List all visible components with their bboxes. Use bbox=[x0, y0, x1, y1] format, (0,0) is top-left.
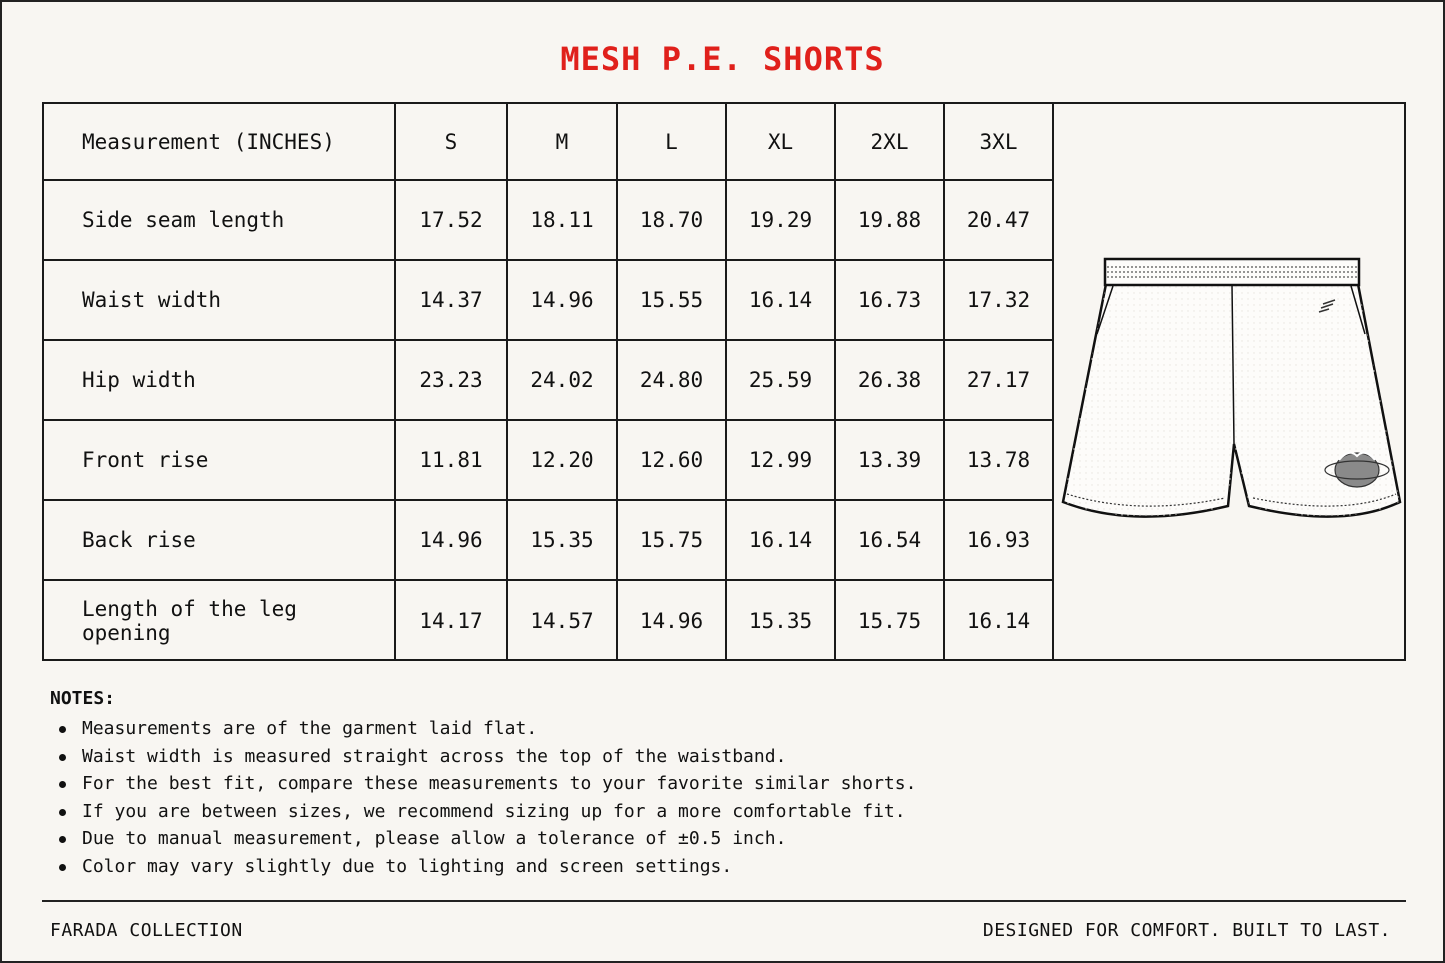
notes-list bbox=[50, 715, 916, 881]
table-row bbox=[44, 420, 1053, 500]
table-header-row bbox=[44, 104, 1053, 180]
measurement-value: 16.14 bbox=[944, 580, 1053, 660]
measurement-value: 11.81 bbox=[395, 420, 507, 500]
notes-section bbox=[50, 688, 916, 881]
note-item: Due to manual measurement, please allow a tolerance of ±0.5 inch. bbox=[50, 825, 916, 853]
measurement-value: 14.96 bbox=[507, 260, 617, 340]
measurement-value: 18.11 bbox=[507, 180, 617, 260]
size-header: M bbox=[507, 104, 617, 180]
measurement-value: 19.29 bbox=[726, 180, 835, 260]
measurement-value: 16.73 bbox=[835, 260, 944, 340]
measurement-value: 13.39 bbox=[835, 420, 944, 500]
shorts-illustration-icon bbox=[1053, 104, 1406, 659]
note-item: If you are between sizes, we recommend sizing up for a more comfortable fit. bbox=[50, 798, 916, 826]
measurement-value: 15.35 bbox=[507, 500, 617, 580]
measurement-value: 15.55 bbox=[617, 260, 726, 340]
measurement-value: 12.99 bbox=[726, 420, 835, 500]
measurement-value: 16.54 bbox=[835, 500, 944, 580]
measurement-label: Back rise bbox=[44, 500, 395, 580]
measurement-label: Hip width bbox=[44, 340, 395, 420]
size-header: XL bbox=[726, 104, 835, 180]
size-table-body bbox=[44, 104, 1053, 660]
table-row bbox=[44, 180, 1053, 260]
measurement-value: 15.35 bbox=[726, 580, 835, 660]
measurement-value: 14.57 bbox=[507, 580, 617, 660]
measurement-value: 17.52 bbox=[395, 180, 507, 260]
note-item: Waist width is measured straight across the top of the waistband. bbox=[50, 743, 916, 771]
size-chart-frame bbox=[42, 102, 1406, 661]
measurement-value: 20.47 bbox=[944, 180, 1053, 260]
measurement-value: 18.70 bbox=[617, 180, 726, 260]
measurement-value: 12.20 bbox=[507, 420, 617, 500]
footer-brand: FARADA COLLECTION bbox=[50, 920, 243, 941]
size-header: 2XL bbox=[835, 104, 944, 180]
measurement-value: 27.17 bbox=[944, 340, 1053, 420]
measurement-value: 14.96 bbox=[617, 580, 726, 660]
table-row bbox=[44, 260, 1053, 340]
measurement-value: 16.93 bbox=[944, 500, 1053, 580]
measurement-header: Measurement (INCHES) bbox=[44, 104, 395, 180]
measurement-value: 12.60 bbox=[617, 420, 726, 500]
size-header: S bbox=[395, 104, 507, 180]
measurement-label: Length of the leg opening bbox=[44, 580, 395, 660]
measurement-value: 15.75 bbox=[835, 580, 944, 660]
footer-divider bbox=[42, 900, 1406, 902]
note-item: Measurements are of the garment laid flat. bbox=[50, 715, 916, 743]
measurement-value: 17.32 bbox=[944, 260, 1053, 340]
measurement-value: 16.14 bbox=[726, 260, 835, 340]
table-row bbox=[44, 580, 1053, 660]
note-item: Color may vary slightly due to lighting and screen settings. bbox=[50, 853, 916, 881]
measurement-value: 14.37 bbox=[395, 260, 507, 340]
measurement-value: 16.14 bbox=[726, 500, 835, 580]
measurement-value: 14.96 bbox=[395, 500, 507, 580]
measurement-value: 14.17 bbox=[395, 580, 507, 660]
measurement-label: Waist width bbox=[44, 260, 395, 340]
notes-title: NOTES: bbox=[50, 688, 116, 709]
size-header: 3XL bbox=[944, 104, 1053, 180]
measurement-label: Front rise bbox=[44, 420, 395, 500]
page-title: MESH P.E. SHORTS bbox=[560, 40, 885, 78]
table-row bbox=[44, 340, 1053, 420]
footer-tagline: DESIGNED FOR COMFORT. BUILT TO LAST. bbox=[982, 920, 1391, 941]
size-table bbox=[44, 104, 1054, 660]
measurement-value: 24.80 bbox=[617, 340, 726, 420]
measurement-label: Side seam length bbox=[44, 180, 395, 260]
measurement-value: 15.75 bbox=[617, 500, 726, 580]
size-header: L bbox=[617, 104, 726, 180]
note-item: For the best fit, compare these measurements to your favorite similar shorts. bbox=[50, 770, 916, 798]
table-row bbox=[44, 500, 1053, 580]
measurement-value: 24.02 bbox=[507, 340, 617, 420]
measurement-value: 26.38 bbox=[835, 340, 944, 420]
measurement-value: 19.88 bbox=[835, 180, 944, 260]
measurement-value: 25.59 bbox=[726, 340, 835, 420]
measurement-value: 13.78 bbox=[944, 420, 1053, 500]
measurement-value: 23.23 bbox=[395, 340, 507, 420]
